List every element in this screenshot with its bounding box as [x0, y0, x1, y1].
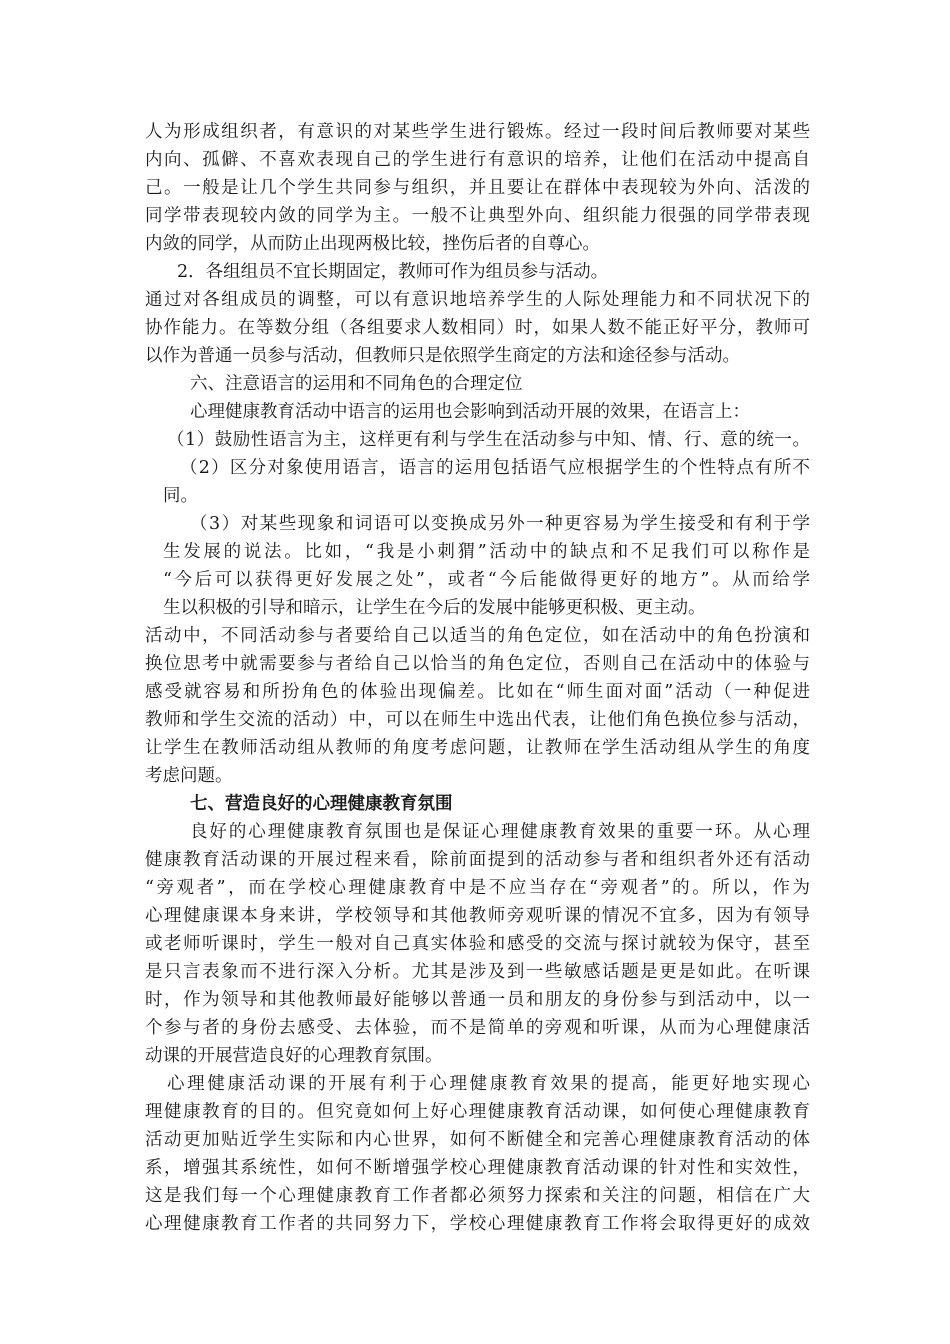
- text-line: 心理健康教育工作者的共同努力下，学校心理健康教育工作将会取得更好的成效: [145, 1214, 810, 1234]
- text-line: 己。一般是让几个学生共同参与组织，并且要让在群体中表现较为外向、活泼的: [145, 178, 810, 198]
- section-heading: 六、注意语言的运用和不同角色的合理定位: [190, 374, 523, 394]
- text-line: 个参与者的身份去感受、去体验，而不是简单的旁观和听课，从而为心理健康活: [145, 1018, 810, 1038]
- text-line: 良好的心理健康教育氛围也是保证心理健康教育效果的重要一环。从心理: [190, 822, 810, 842]
- text-line: 2．各组组员不宜长期固定，教师可作为组员参与活动。: [177, 262, 609, 282]
- text-line: 系，增强其系统性，如何不断增强学校心理健康教育活动课的针对性和实效性，: [145, 1158, 810, 1178]
- section-heading: 七、营造良好的心理健康教育氛围: [190, 794, 453, 814]
- document-page: [145, 118, 810, 1238]
- list-item: （1）鼓励性语言为主，这样更有利与学生在活动参与中知、情、行、意的统一。: [167, 430, 810, 450]
- text-line: 内向、孤僻、不喜欢表现自己的学生进行有意识的培养，让他们在活动中提高自: [145, 150, 810, 170]
- text-line: 生以积极的引导和暗示，让学生在今后的发展中能够更积极、更主动。: [163, 598, 706, 618]
- text-line: 是只言表象而不进行深入分析。尤其是涉及到一些敏感话题是更是如此。在听课: [145, 962, 810, 982]
- text-line: 协作能力。在等数分组（各组要求人数相同）时，如果人数不能正好平分，教师可: [145, 318, 810, 338]
- text-line: 同学带表现较内敛的同学为主。一般不让典型外向、组织能力很强的同学带表现: [145, 206, 810, 226]
- list-item: （3）对某些现象和词语可以变换成另外一种更容易为学生接受和有利于学: [190, 514, 810, 534]
- text-line: 心理健康活动课的开展有利于心理健康教育效果的提高，能更好地实现心: [167, 1074, 810, 1094]
- text-line: 动课的开展营造良好的心理教育氛围。: [145, 1046, 443, 1066]
- text-line: 考虑问题。: [145, 766, 233, 786]
- text-line: “旁观者”，而在学校心理健康教育中是不应当存在“旁观者”的。所以，作为: [145, 878, 810, 898]
- text-line: 理健康教育的目的。但究竟如何上好心理健康教育活动课，如何使心理健康教育: [145, 1102, 810, 1122]
- text-line: 内敛的同学，从而防止出现两极比较，挫伤后者的自尊心。: [145, 234, 600, 254]
- text-line: 活动更加贴近学生实际和内心世界，如何不断健全和完善心理健康教育活动的体: [145, 1130, 810, 1150]
- text-line: 心理健康课本身来讲，学校领导和其他教师旁观听课的情况不宜多，因为有领导: [145, 906, 810, 926]
- text-line: 或老师听课时，学生一般对自己真实体验和感受的交流与探讨就较为保守，甚至: [145, 934, 810, 954]
- text-line: 同。: [163, 486, 198, 506]
- text-line: 换位思考中就需要参与者给自己以恰当的角色定位，否则自己在活动中的体验与: [145, 654, 810, 674]
- text-line: 让学生在教师活动组从教师的角度考虑问题，让教师在学生活动组从学生的角度: [145, 738, 810, 758]
- text-line: 教师和学生交流的活动）中，可以在师生中选出代表，让他们角色换位参与活动，: [145, 710, 810, 730]
- text-line: 时，作为领导和其他教师最好能够以普通一员和朋友的身份参与到活动中，以一: [145, 990, 810, 1010]
- text-line: 心理健康教育活动中语言的运用也会影响到活动开展的效果，在语言上：: [190, 402, 750, 422]
- text-line: 健康教育活动课的开展过程来看，除前面提到的活动参与者和组织者外还有活动: [145, 850, 810, 870]
- text-line: 人为形成组织者，有意识的对某些学生进行锻炼。经过一段时间后教师要对某些: [145, 122, 810, 142]
- text-line: 感受就容易和所扮角色的体验出现偏差。比如在“师生面对面”活动（一种促进: [145, 682, 810, 702]
- text-line: “今后可以获得更好发展之处”，或者“今后能做得更好的地方”。从而给学: [163, 570, 810, 590]
- text-line: 活动中，不同活动参与者要给自己以适当的角色定位，如在活动中的角色扮演和: [145, 626, 810, 646]
- text-line: 以作为普通一员参与活动，但教师只是依照学生商定的方法和途径参与活动。: [145, 346, 740, 366]
- text-line: 通过对各组成员的调整，可以有意识地培养学生的人际处理能力和不同状况下的: [145, 290, 810, 310]
- list-item: （2）区分对象使用语言，语言的运用包括语气应根据学生的个性特点有所不: [180, 458, 810, 478]
- text-line: 这是我们每一个心理健康教育工作者都必须努力探索和关注的问题，相信在广大: [145, 1186, 810, 1206]
- text-line: 生发展的说法。比如，“我是小刺猬”活动中的缺点和不足我们可以称作是: [163, 542, 810, 562]
